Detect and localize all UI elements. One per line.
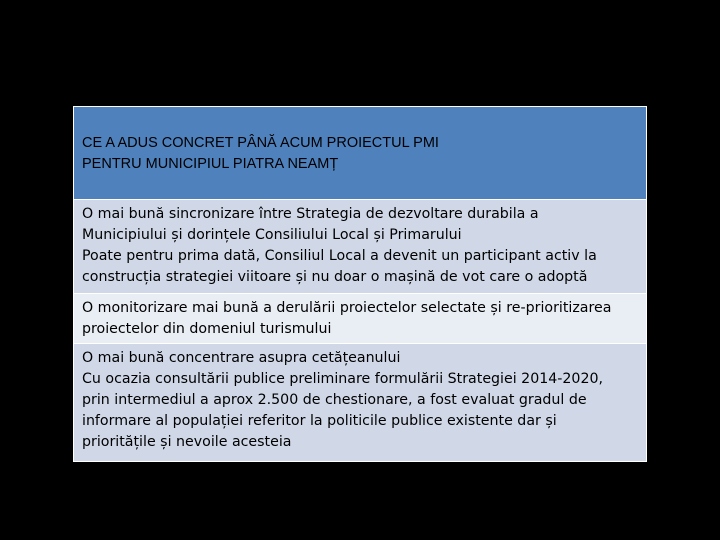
table-row (74, 344, 646, 461)
row-text-line: proiectelor din domeniul turismului (82, 321, 332, 337)
row-text-line: prin intermediul a aprox 2.500 de chestionare, a fost evaluat gradul de (82, 392, 587, 408)
row-text-line: construcția strategiei viitoare și nu doar o mașină de vot care o adoptă (82, 269, 588, 285)
header-line: CE A ADUS CONCRET PÂNĂ ACUM PROIECTUL PMI (82, 135, 439, 151)
table-header (74, 107, 646, 200)
row-text-line: O monitorizare mai bună a derulării proiectelor selectate și re-prioritizarea (82, 300, 612, 316)
row-text-line: informare al populației referitor la politicile publice existente dar și (82, 413, 557, 429)
table-row (74, 200, 646, 294)
row-text-line: Municipiului și dorințele Consiliului Local și Primarului (82, 227, 462, 243)
row-text-line: prioritățile și nevoile acesteia (82, 434, 292, 450)
row-text-line: O mai bună sincronizare între Strategia de dezvoltare durabila a (82, 206, 539, 222)
row-text-line: O mai bună concentrare asupra cetățeanului (82, 350, 401, 366)
row-text-line: Poate pentru prima dată, Consiliul Local a devenit un participant activ la (82, 248, 597, 264)
header-line: PENTRU MUNICIPIUL PIATRA NEAMȚ (82, 156, 339, 172)
table-row (74, 294, 646, 344)
row-text-line: Cu ocazia consultării publice preliminare formulării Strategiei 2014-2020, (82, 371, 604, 387)
content-table (73, 106, 647, 462)
